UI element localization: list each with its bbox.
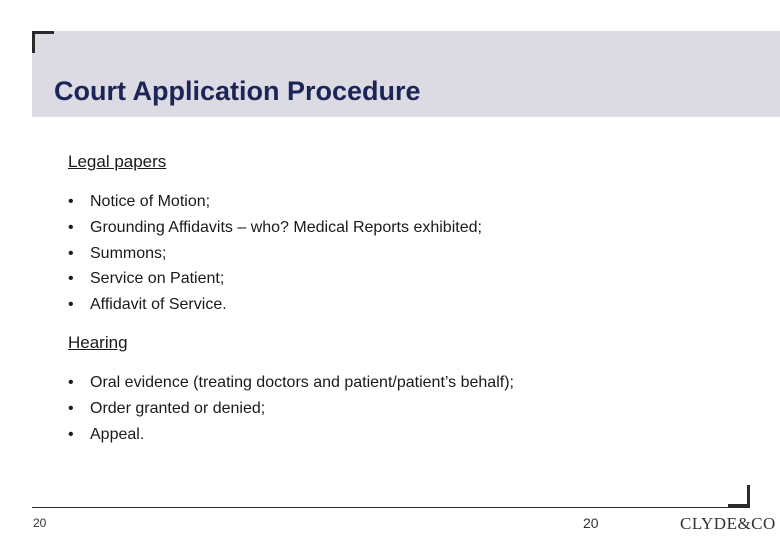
list-item-text: Summons; xyxy=(90,244,167,262)
bullet-icon: • xyxy=(68,218,74,236)
list-item xyxy=(68,215,482,241)
bullet-icon: • xyxy=(68,244,74,262)
list-item-text: Grounding Affidavits – who? Medical Reports exhibited; xyxy=(90,218,482,236)
corner-bracket-bottom-right xyxy=(728,485,750,507)
list-item xyxy=(68,396,514,422)
list-item-text: Notice of Motion; xyxy=(90,193,211,210)
bullet-icon: • xyxy=(68,296,74,313)
bullet-icon: • xyxy=(68,193,74,210)
bullet-icon: • xyxy=(68,374,74,391)
footer-rule xyxy=(32,507,750,508)
section-heading-legal-papers: Legal papers xyxy=(68,152,167,171)
page-number-right: 20 xyxy=(583,515,599,531)
slide-title: Court Application Procedure xyxy=(54,76,421,106)
list-item xyxy=(68,189,482,215)
bullet-icon: • xyxy=(68,425,74,443)
list-item xyxy=(68,241,482,267)
list-item xyxy=(68,292,482,318)
section-heading-hearing: Hearing xyxy=(68,333,128,352)
legal-papers-list xyxy=(68,189,482,318)
clyde-co-logo: CLYDE&CO xyxy=(680,514,776,533)
list-item-text: Order granted or denied; xyxy=(90,399,266,417)
bullet-icon: • xyxy=(68,270,74,288)
corner-bracket-top-left xyxy=(32,31,54,53)
list-item xyxy=(68,266,482,292)
list-item-text: Service on Patient; xyxy=(90,270,225,288)
bullet-icon: • xyxy=(68,399,74,417)
list-item xyxy=(68,370,514,396)
page-number-left: 20 xyxy=(33,516,47,530)
list-item-text: Appeal. xyxy=(90,425,145,443)
list-item-text: Oral evidence (treating doctors and patient/patient’s behalf); xyxy=(90,374,514,391)
list-item-text: Affidavit of Service. xyxy=(90,296,227,313)
hearing-list xyxy=(68,370,514,447)
list-item xyxy=(68,422,514,448)
